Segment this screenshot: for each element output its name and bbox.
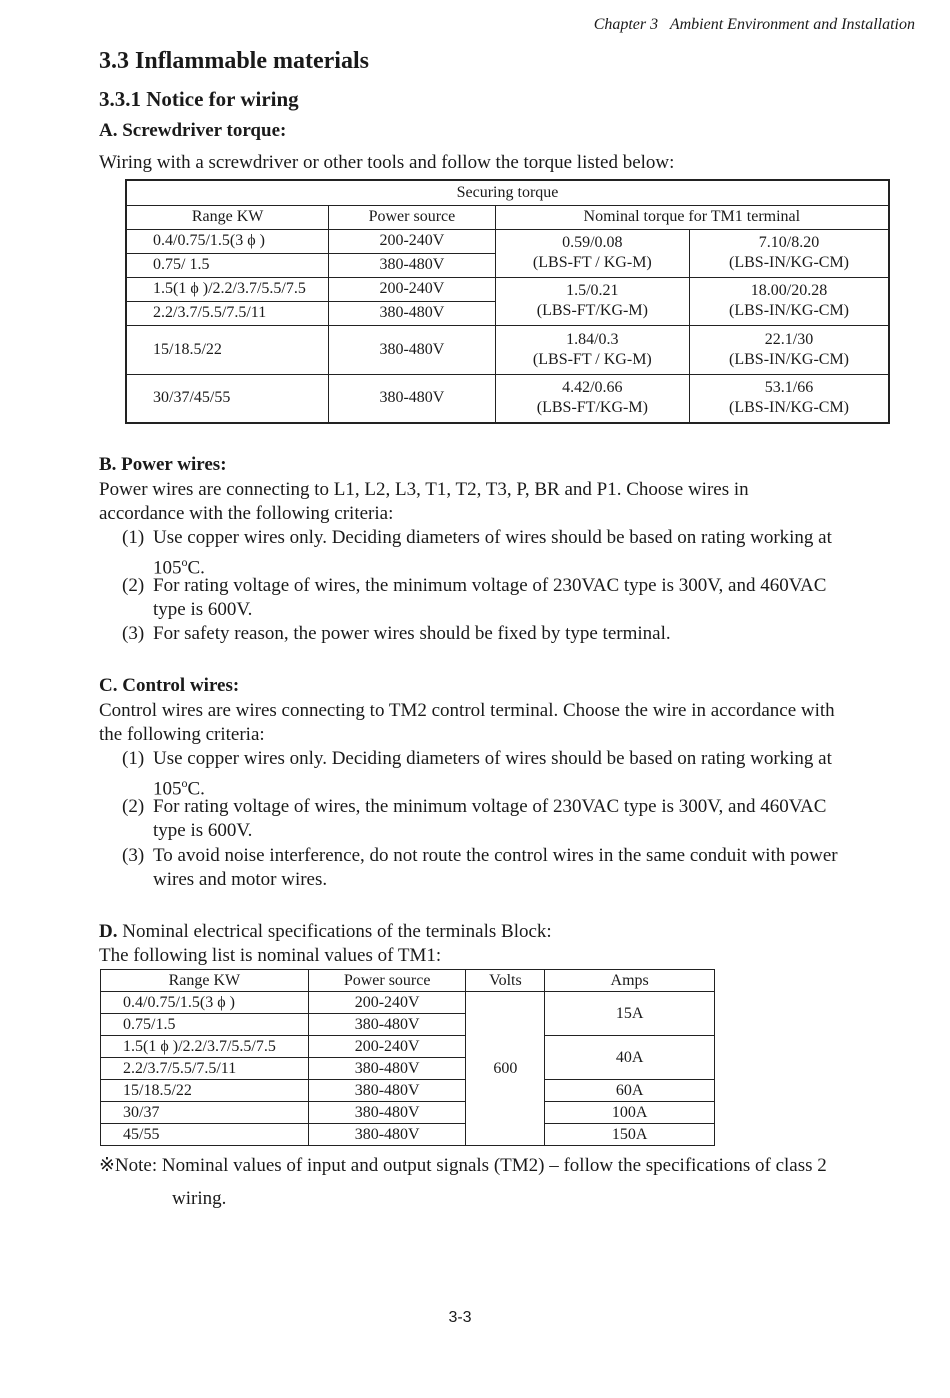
note-line2: wiring.	[172, 1188, 227, 1209]
table-cell: 380-480V	[308, 1102, 466, 1124]
nominal-values-table	[100, 969, 715, 1146]
table-header: Range KW	[101, 970, 309, 992]
list-item: (3) For safety reason, the power wires should be fixed by type terminal.	[122, 623, 671, 644]
list-item: (1) Use copper wires only. Deciding diameters of wires should be based on rating working at 105$^o$C.	[122, 527, 832, 579]
table-cell: 0.4/0.75/1.5(3 ϕ )	[126, 229, 329, 253]
section-c-intro-line1: Control wires are wires connecting to TM2 control terminal. Choose the wire in accordance with	[99, 700, 835, 721]
table-header: Power source	[329, 205, 495, 229]
table-cell: 380-480V	[308, 1058, 466, 1080]
table-cell: 100A	[545, 1102, 715, 1124]
note-line1: ※Note: Nominal values of input and output signals (TM2) – follow the specifications of class 2	[99, 1155, 827, 1176]
section-c-intro-line2: the following criteria:	[99, 724, 265, 745]
table-cell: 200-240V	[329, 229, 495, 253]
section-b-heading: B. Power wires:	[99, 454, 227, 475]
table-cell: 200-240V	[308, 992, 466, 1014]
table-cell: 15/18.5/22	[126, 325, 329, 374]
table-cell: 30/37/45/55	[126, 374, 329, 423]
table-cell: 2.2/3.7/5.5/7.5/11	[101, 1058, 309, 1080]
table-cell: 380-480V	[329, 253, 495, 277]
section-a-intro: Wiring with a screwdriver or other tools and follow the torque listed below:	[99, 152, 675, 173]
table-cell: 1.5(1 ϕ )/2.2/3.7/5.5/7.5	[101, 1036, 309, 1058]
table-cell: 380-480V	[308, 1080, 466, 1102]
table-cell: 7.10/8.20 (LBS-IN/KG-CM)	[690, 229, 889, 277]
section-b-intro-line2: accordance with the following criteria:	[99, 503, 394, 524]
table-cell: 0.59/0.08 (LBS-FT / KG-M)	[495, 229, 689, 277]
table-cell: 380-480V	[329, 374, 495, 423]
table-cell: 0.75/ 1.5	[126, 253, 329, 277]
table-cell: 30/37	[101, 1102, 309, 1124]
section-d-heading: D. Nominal electrical specifications of the terminals Block:	[99, 921, 552, 942]
table-cell: 600	[466, 992, 545, 1146]
section-b-intro-line1: Power wires are connecting to L1, L2, L3, T1, T2, T3, P, BR and P1. Choose wires in	[99, 479, 749, 500]
table-cell: 53.1/66 (LBS-IN/KG-CM)	[690, 374, 889, 423]
section-a-heading: A. Screwdriver torque:	[99, 120, 287, 141]
table-cell: 45/55	[101, 1124, 309, 1146]
subsection-title: 3.3.1 Notice for wiring	[99, 87, 299, 111]
table-cell: 15A	[545, 992, 715, 1036]
list-item: (1) Use copper wires only. Deciding diameters of wires should be based on rating working at 105$^o$C.	[122, 748, 832, 800]
table-cell: 380-480V	[329, 301, 495, 325]
table-cell: 2.2/3.7/5.5/7.5/11	[126, 301, 329, 325]
table-cell: 1.5(1 ϕ )/2.2/3.7/5.5/7.5	[126, 277, 329, 301]
list-item: (2) For rating voltage of wires, the minimum voltage of 230VAC type is 300V, and 460VAC type is 600V.	[122, 575, 827, 620]
torque-table	[125, 179, 890, 424]
section-title: 3.3 Inflammable materials	[99, 48, 369, 74]
table-cell: 18.00/20.28 (LBS-IN/KG-CM)	[690, 277, 889, 325]
table-cell: 1.5/0.21 (LBS-FT/KG-M)	[495, 277, 689, 325]
table-cell: 380-480V	[308, 1014, 466, 1036]
table-cell: 4.42/0.66 (LBS-FT/KG-M)	[495, 374, 689, 423]
table-header: Volts	[466, 970, 545, 992]
table-cell: 1.84/0.3 (LBS-FT / KG-M)	[495, 325, 689, 374]
table-cell: 15/18.5/22	[101, 1080, 309, 1102]
table-header: Range KW	[126, 205, 329, 229]
table-cell: 380-480V	[308, 1124, 466, 1146]
table-cell: 40A	[545, 1036, 715, 1080]
section-c-heading: C. Control wires:	[99, 675, 240, 696]
table-cell: 150A	[545, 1124, 715, 1146]
torque-table-caption: Securing torque	[126, 180, 889, 205]
table-cell: 200-240V	[308, 1036, 466, 1058]
table-cell: 200-240V	[329, 277, 495, 301]
table-header: Nominal torque for TM1 terminal	[495, 205, 889, 229]
table-cell: 60A	[545, 1080, 715, 1102]
table-cell: 0.4/0.75/1.5(3 ϕ )	[101, 992, 309, 1014]
list-item: (2) For rating voltage of wires, the minimum voltage of 230VAC type is 300V, and 460VAC type is 600V.	[122, 796, 827, 841]
section-d-intro: The following list is nominal values of TM1:	[99, 945, 442, 966]
table-cell: 22.1/30 (LBS-IN/KG-CM)	[690, 325, 889, 374]
table-cell: 0.75/1.5	[101, 1014, 309, 1036]
table-cell: 380-480V	[329, 325, 495, 374]
list-item: (3) To avoid noise interference, do not route the control wires in the same conduit with power wires and motor wires.	[122, 845, 838, 890]
note	[99, 1149, 919, 1215]
table-header: Power source	[308, 970, 466, 992]
table-header: Amps	[545, 970, 715, 992]
chapter-header: Chapter 3 Ambient Environment and Installation	[593, 16, 915, 33]
page-number: 3-3	[448, 1309, 472, 1326]
